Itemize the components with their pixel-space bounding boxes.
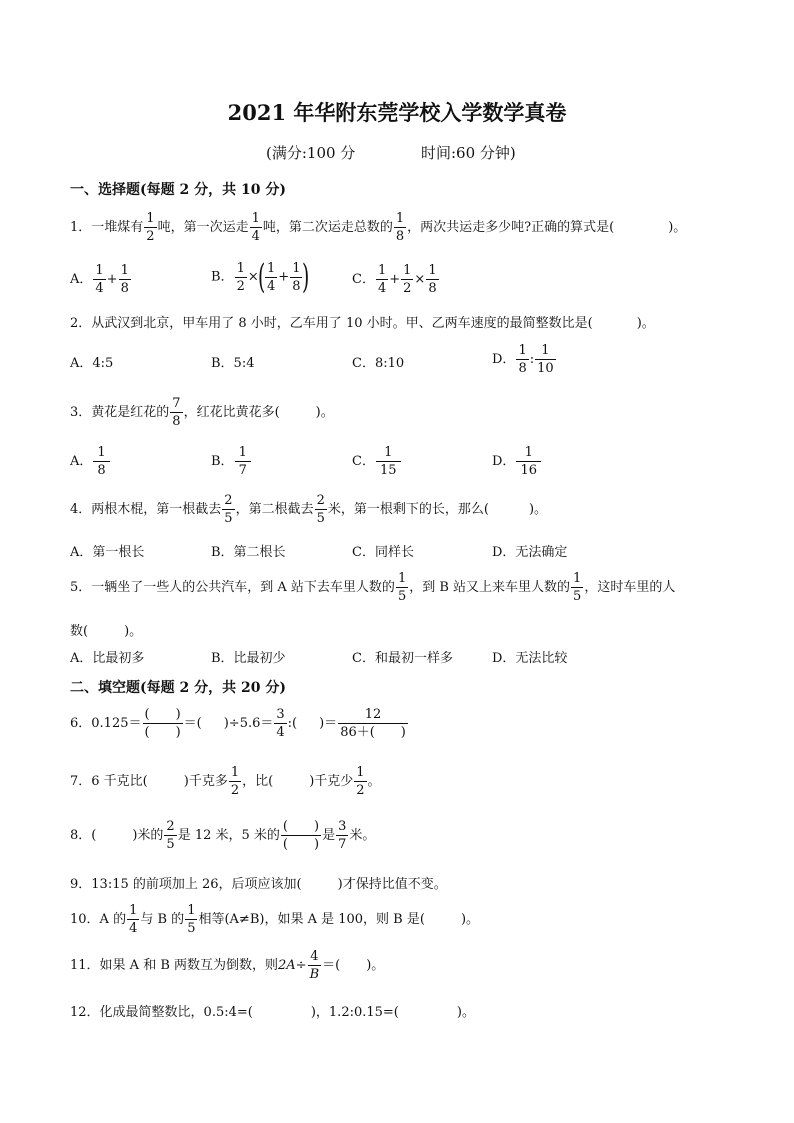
question-10: 10．A 的 $\frac{1}{4}$ 与 B 的 $\frac{1}{5}$ 相等(A≠B)，如果 A 是 100，则 B 是( )。 — [70, 903, 480, 936]
question-5-cont: 数( )。 — [70, 624, 143, 639]
q4-option-d: D．无法确定 — [492, 545, 568, 560]
question-9: 9．13:15 的前项加上 26，后项应该加( )才保持比值不变。 — [70, 877, 447, 892]
q4-option-a: A．第一根长 — [70, 545, 145, 560]
time-limit: 时间:60 分钟) — [421, 144, 516, 162]
q2-option-c: C．8:10 — [352, 356, 405, 371]
full-marks: (满分:100 分 — [266, 144, 356, 162]
q3-option-a: A． $\frac{1}{8}$ — [70, 446, 111, 477]
question-7: 7．6 千克比( )千克多 $\frac{1}{2}$ ，比( )千克少 $\frac{1}{2}$ 。 — [70, 765, 381, 798]
q1-option-b: B． $\frac{1}{2}$ ×( $\frac{1}{4}$ + $\frac{1}{8}$ ) — [211, 257, 310, 297]
q2-option-b: B．5:4 — [211, 356, 255, 371]
fraction: $\frac{1}{4}$ — [251, 211, 260, 244]
q5-option-c: C．和最初一样多 — [352, 651, 453, 666]
fraction: $\frac{1}{2}$ — [146, 211, 155, 244]
q3-option-c: C． $\frac{1}{15}$ — [352, 446, 402, 477]
q5-option-d: D．无法比较 — [492, 651, 568, 666]
q5-option-a: A．比最初多 — [70, 651, 145, 666]
question-5: 5．一辆坐了一些人的公共汽车，到 A 站下去车里人数的 $\frac{1}{5}$ ，到 B 站又上来车里人数的 $\frac{1}{5}$ ，这时车里的人 — [70, 571, 676, 604]
question-3: 3．黄花是红花的 $\frac{7}{8}$ ，红花比黄花多( )。 — [70, 396, 334, 429]
q1-option-c: C． $\frac{1}{4}$ + $\frac{1}{2}$ × $\frac{1}{8}$ — [352, 263, 437, 296]
q1-option-a: A． $\frac{1}{4}$ + $\frac{1}{8}$ — [70, 263, 129, 296]
question-2: 2．从武汉到北京，甲车用了 8 小时，乙车用了 10 小时。甲、乙两车速度的最简整数比是( )。 — [70, 316, 655, 331]
q2-option-d: D． $\frac{1}{8}$ : $\frac{1}{10}$ — [492, 343, 554, 376]
q3-option-d: D． $\frac{1}{16}$ — [492, 446, 542, 477]
question-8: 8．( )米的 $\frac{2}{5}$ 是 12 米，5 米的 $\frac{( )}{( )}$ 是 $\frac{3}{7}$ 米。 — [70, 819, 376, 852]
question-11: 11．如果 A 和 B 两数互为倒数，则2A÷ $\frac{4}{B}$ ＝( )。 — [70, 949, 385, 982]
question-12: 12．化成最简整数比，0.5:4=( )，1.2:0.15=( )。 — [70, 1005, 475, 1020]
q5-option-b: B．比最初少 — [211, 651, 286, 666]
question-6: 6．0.125＝ $\frac{( )}{( )}$ ＝( )÷5.6＝ $\frac{3}{4}$ :( )＝ $\frac{12}{86+( )}$ — [70, 707, 406, 740]
q2-option-a: A．4:5 — [70, 356, 114, 371]
q4-option-c: C．同样长 — [352, 545, 414, 560]
q3-option-b: B． $\frac{1}{7}$ — [211, 446, 252, 477]
q4-option-b: B．第二根长 — [211, 545, 286, 560]
question-1: 1．一堆煤有 $\frac{1}{2}$ 吨，第一次运走 $\frac{1}{4}$ 吨，第二次运走总数的 $\frac{1}{8}$ ，两次共运走多少吨?正确的算式是( )。 — [70, 211, 687, 244]
fraction: $\frac{1}{8}$ — [395, 211, 405, 244]
section-fill-heading: 二、填空题(每题 2 分，共 20 分) — [70, 680, 286, 696]
question-4: 4．两根木棍，第一根截去 $\frac{2}{5}$ ，第二根截去 $\frac{2}{5}$ 米，第一根剩下的长，那么( )。 — [70, 493, 548, 526]
section-choice-heading: 一、选择题(每题 2 分，共 10 分) — [70, 182, 286, 198]
exam-title: 2021 年华附东莞学校入学数学真卷 — [227, 100, 567, 125]
